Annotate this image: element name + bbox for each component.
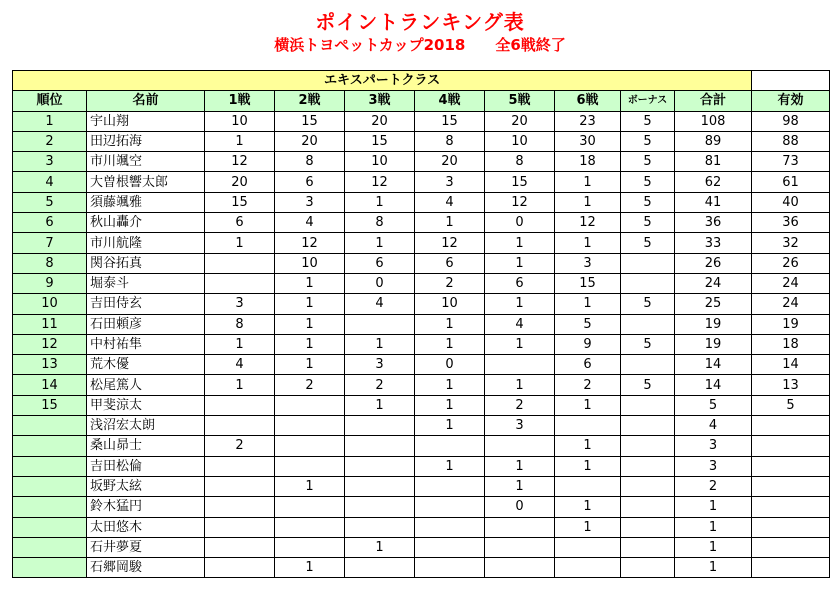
score-cell: 1 [205, 334, 275, 354]
table-row [13, 476, 830, 496]
score-cell: 19 [675, 334, 752, 354]
score-cell: 30 [555, 131, 621, 151]
score-cell: 20 [415, 152, 485, 172]
table-row [13, 152, 830, 172]
column-header: 名前 [87, 91, 205, 111]
score-cell: 15 [485, 172, 555, 192]
score-cell [205, 253, 275, 273]
score-cell: 62 [675, 172, 752, 192]
score-cell: 36 [752, 213, 830, 233]
rank-cell: 7 [13, 233, 87, 253]
score-cell: 1 [415, 213, 485, 233]
score-cell: 33 [675, 233, 752, 253]
score-cell: 5 [555, 314, 621, 334]
score-cell: 12 [415, 233, 485, 253]
score-cell: 32 [752, 233, 830, 253]
score-cell: 1 [205, 375, 275, 395]
score-cell [205, 517, 275, 537]
score-cell: 1 [675, 497, 752, 517]
name-cell: 石田頼彦 [87, 314, 205, 334]
score-cell: 6 [345, 253, 415, 273]
score-cell: 3 [345, 355, 415, 375]
score-cell: 9 [555, 334, 621, 354]
score-cell [485, 355, 555, 375]
table-row [13, 558, 830, 578]
score-cell [205, 558, 275, 578]
score-cell: 15 [345, 131, 415, 151]
score-cell [415, 517, 485, 537]
score-cell: 5 [621, 192, 675, 212]
table-row [13, 253, 830, 273]
score-cell: 5 [621, 172, 675, 192]
score-cell [621, 497, 675, 517]
score-cell [205, 395, 275, 415]
score-cell [415, 558, 485, 578]
table-row [13, 537, 830, 557]
score-cell: 12 [555, 213, 621, 233]
table-row [13, 314, 830, 334]
score-cell: 24 [675, 273, 752, 293]
score-cell: 1 [555, 436, 621, 456]
score-cell: 5 [621, 294, 675, 314]
table-row [13, 192, 830, 212]
score-cell: 3 [415, 172, 485, 192]
score-cell: 18 [752, 334, 830, 354]
score-cell: 1 [415, 314, 485, 334]
score-cell [345, 476, 415, 496]
column-header: 4戦 [415, 91, 485, 111]
score-cell: 1 [205, 131, 275, 151]
score-cell: 1 [485, 476, 555, 496]
score-cell: 6 [485, 273, 555, 293]
table-row [13, 213, 830, 233]
score-cell [415, 476, 485, 496]
score-cell: 4 [345, 294, 415, 314]
table-row [13, 375, 830, 395]
score-cell: 8 [345, 213, 415, 233]
rank-cell: 15 [13, 395, 87, 415]
score-cell: 12 [205, 152, 275, 172]
score-cell: 5 [621, 131, 675, 151]
score-cell: 3 [275, 192, 345, 212]
score-cell: 15 [275, 111, 345, 131]
header-row [13, 91, 830, 111]
score-cell: 1 [485, 334, 555, 354]
rank-cell: 4 [13, 172, 87, 192]
score-cell: 8 [205, 314, 275, 334]
score-cell [345, 416, 415, 436]
score-cell: 1 [275, 355, 345, 375]
rank-cell: 3 [13, 152, 87, 172]
table-row [13, 395, 830, 415]
score-cell: 14 [675, 375, 752, 395]
score-cell [345, 456, 415, 476]
score-cell: 5 [621, 334, 675, 354]
score-cell [275, 517, 345, 537]
score-cell: 0 [345, 273, 415, 293]
score-cell: 1 [415, 416, 485, 436]
score-cell: 26 [752, 253, 830, 273]
score-cell: 1 [485, 456, 555, 476]
score-cell: 1 [275, 273, 345, 293]
score-cell [555, 558, 621, 578]
rank-cell: 1 [13, 111, 87, 131]
table-row [13, 111, 830, 131]
score-cell: 2 [555, 375, 621, 395]
score-cell: 23 [555, 111, 621, 131]
rank-cell: 13 [13, 355, 87, 375]
table-row [13, 497, 830, 517]
rank-cell [13, 558, 87, 578]
ranking-table [12, 70, 830, 578]
score-cell: 2 [275, 375, 345, 395]
score-cell [205, 537, 275, 557]
score-cell: 10 [485, 131, 555, 151]
score-cell [275, 416, 345, 436]
score-cell: 2 [345, 375, 415, 395]
column-header: 5戦 [485, 91, 555, 111]
score-cell [275, 456, 345, 476]
score-cell [621, 476, 675, 496]
score-cell: 1 [555, 233, 621, 253]
name-cell: 秋山轟介 [87, 213, 205, 233]
score-cell [621, 558, 675, 578]
page-title: ポイントランキング表 [315, 10, 525, 34]
rank-cell [13, 436, 87, 456]
score-cell: 8 [485, 152, 555, 172]
score-cell [621, 314, 675, 334]
score-cell [752, 558, 830, 578]
blank-cell [752, 71, 830, 91]
score-cell [345, 558, 415, 578]
score-cell: 88 [752, 131, 830, 151]
score-cell: 40 [752, 192, 830, 212]
score-cell: 5 [752, 395, 830, 415]
rank-cell: 8 [13, 253, 87, 273]
score-cell [621, 273, 675, 293]
score-cell [205, 497, 275, 517]
score-cell: 1 [555, 172, 621, 192]
score-cell: 24 [752, 294, 830, 314]
score-cell: 5 [675, 395, 752, 415]
score-cell: 1 [485, 375, 555, 395]
score-cell: 8 [275, 152, 345, 172]
score-cell: 1 [485, 253, 555, 273]
score-cell: 12 [275, 233, 345, 253]
score-cell: 3 [675, 436, 752, 456]
score-cell: 1 [415, 395, 485, 415]
rank-cell: 11 [13, 314, 87, 334]
name-cell: 大曽根響太郎 [87, 172, 205, 192]
score-cell [205, 416, 275, 436]
score-cell: 1 [345, 395, 415, 415]
score-cell [621, 456, 675, 476]
name-cell: 坂野太絃 [87, 476, 205, 496]
score-cell: 1 [555, 517, 621, 537]
score-cell: 1 [345, 192, 415, 212]
score-cell [752, 416, 830, 436]
column-header: ボーナス [621, 91, 675, 111]
score-cell: 1 [275, 334, 345, 354]
name-cell: 市川航隆 [87, 233, 205, 253]
score-cell: 14 [675, 355, 752, 375]
score-cell: 4 [675, 416, 752, 436]
rank-cell [13, 416, 87, 436]
table-row [13, 131, 830, 151]
rank-cell: 9 [13, 273, 87, 293]
score-cell: 19 [675, 314, 752, 334]
score-cell: 1 [275, 476, 345, 496]
score-cell [415, 537, 485, 557]
score-cell: 1 [555, 456, 621, 476]
score-cell: 13 [752, 375, 830, 395]
score-cell: 5 [621, 233, 675, 253]
name-cell: 中村祐隼 [87, 334, 205, 354]
score-cell [345, 517, 415, 537]
table-row [13, 273, 830, 293]
score-cell: 3 [555, 253, 621, 273]
name-cell: 太田悠木 [87, 517, 205, 537]
table-row [13, 172, 830, 192]
score-cell: 1 [675, 558, 752, 578]
score-cell [485, 537, 555, 557]
score-cell: 73 [752, 152, 830, 172]
score-cell: 36 [675, 213, 752, 233]
score-cell: 12 [345, 172, 415, 192]
score-cell: 41 [675, 192, 752, 212]
score-cell [275, 395, 345, 415]
score-cell: 1 [555, 192, 621, 212]
rank-cell [13, 456, 87, 476]
score-cell: 108 [675, 111, 752, 131]
score-cell: 20 [345, 111, 415, 131]
name-cell: 吉田松倫 [87, 456, 205, 476]
table-row [13, 517, 830, 537]
score-cell [205, 456, 275, 476]
score-cell [275, 537, 345, 557]
table-row [13, 416, 830, 436]
score-cell [415, 436, 485, 456]
column-header: 2戦 [275, 91, 345, 111]
score-cell: 1 [345, 334, 415, 354]
score-cell: 5 [621, 213, 675, 233]
table-row [13, 355, 830, 375]
name-cell: 荒木優 [87, 355, 205, 375]
score-cell: 5 [621, 111, 675, 131]
rank-cell: 6 [13, 213, 87, 233]
score-cell [205, 273, 275, 293]
score-cell: 1 [415, 334, 485, 354]
score-cell [555, 537, 621, 557]
rank-cell: 14 [13, 375, 87, 395]
score-cell [485, 558, 555, 578]
score-cell [621, 395, 675, 415]
score-cell: 81 [675, 152, 752, 172]
name-cell: 甲斐涼太 [87, 395, 205, 415]
score-cell [752, 476, 830, 496]
score-cell: 15 [205, 192, 275, 212]
score-cell [345, 497, 415, 517]
name-cell: 松尾篤人 [87, 375, 205, 395]
column-header: 有効 [752, 91, 830, 111]
score-cell [752, 517, 830, 537]
score-cell [621, 537, 675, 557]
name-cell: 桑山昴士 [87, 436, 205, 456]
score-cell [275, 436, 345, 456]
table-row [13, 294, 830, 314]
name-cell: 田辺拓海 [87, 131, 205, 151]
score-cell: 4 [415, 192, 485, 212]
score-cell: 6 [555, 355, 621, 375]
score-cell [555, 476, 621, 496]
score-cell [275, 497, 345, 517]
score-cell: 15 [415, 111, 485, 131]
rank-cell [13, 537, 87, 557]
score-cell [555, 416, 621, 436]
score-cell [752, 537, 830, 557]
score-cell: 2 [675, 476, 752, 496]
class-row [13, 71, 830, 91]
score-cell: 1 [675, 537, 752, 557]
score-cell [621, 436, 675, 456]
score-cell: 5 [621, 152, 675, 172]
score-cell: 2 [485, 395, 555, 415]
name-cell: 石郷岡駿 [87, 558, 205, 578]
name-cell: 市川颯空 [87, 152, 205, 172]
score-cell: 1 [275, 314, 345, 334]
score-cell [621, 517, 675, 537]
rank-cell: 5 [13, 192, 87, 212]
score-cell: 4 [275, 213, 345, 233]
score-cell [415, 497, 485, 517]
name-cell: 石井夢夏 [87, 537, 205, 557]
score-cell: 1 [415, 456, 485, 476]
score-cell: 6 [275, 172, 345, 192]
score-cell: 18 [555, 152, 621, 172]
score-cell [485, 436, 555, 456]
score-cell: 8 [415, 131, 485, 151]
score-cell: 10 [345, 152, 415, 172]
score-cell: 1 [485, 233, 555, 253]
score-cell: 10 [275, 253, 345, 273]
score-cell [621, 355, 675, 375]
rank-cell: 2 [13, 131, 87, 151]
name-cell: 宇山翔 [87, 111, 205, 131]
score-cell: 1 [675, 517, 752, 537]
score-cell: 4 [205, 355, 275, 375]
score-cell [485, 517, 555, 537]
score-cell: 6 [205, 213, 275, 233]
score-cell: 1 [345, 537, 415, 557]
score-cell: 0 [485, 497, 555, 517]
score-cell: 1 [485, 294, 555, 314]
score-cell [345, 314, 415, 334]
score-cell: 1 [345, 233, 415, 253]
name-cell: 須藤颯雅 [87, 192, 205, 212]
rank-cell [13, 517, 87, 537]
score-cell: 3 [205, 294, 275, 314]
class-name: エキスパートクラス [13, 71, 752, 91]
score-cell [205, 476, 275, 496]
score-cell: 2 [205, 436, 275, 456]
score-cell: 1 [415, 375, 485, 395]
score-cell: 5 [621, 375, 675, 395]
score-cell: 20 [205, 172, 275, 192]
score-cell: 98 [752, 111, 830, 131]
name-cell: 鈴木猛円 [87, 497, 205, 517]
score-cell: 10 [415, 294, 485, 314]
score-cell: 24 [752, 273, 830, 293]
score-cell [752, 456, 830, 476]
score-cell: 3 [675, 456, 752, 476]
score-cell: 14 [752, 355, 830, 375]
name-cell: 吉田侍玄 [87, 294, 205, 314]
rank-cell [13, 476, 87, 496]
column-header: 3戦 [345, 91, 415, 111]
score-cell [621, 253, 675, 273]
score-cell: 20 [275, 131, 345, 151]
table-row [13, 436, 830, 456]
score-cell: 89 [675, 131, 752, 151]
column-header: 6戦 [555, 91, 621, 111]
score-cell: 19 [752, 314, 830, 334]
score-cell: 20 [485, 111, 555, 131]
rank-cell: 12 [13, 334, 87, 354]
score-cell [752, 497, 830, 517]
score-cell: 6 [415, 253, 485, 273]
rank-cell: 10 [13, 294, 87, 314]
page-subtitle: 横浜トヨペットカップ2018 全6戦終了 [274, 36, 566, 54]
column-header: 1戦 [205, 91, 275, 111]
score-cell: 26 [675, 253, 752, 273]
score-cell: 4 [485, 314, 555, 334]
score-cell: 1 [205, 233, 275, 253]
rank-cell [13, 497, 87, 517]
score-cell: 1 [275, 558, 345, 578]
name-cell: 堀泰斗 [87, 273, 205, 293]
score-cell: 61 [752, 172, 830, 192]
score-cell: 1 [555, 395, 621, 415]
score-cell: 15 [555, 273, 621, 293]
score-cell: 0 [415, 355, 485, 375]
score-cell [345, 436, 415, 456]
score-cell: 1 [555, 294, 621, 314]
score-cell: 25 [675, 294, 752, 314]
score-cell: 2 [415, 273, 485, 293]
score-cell: 1 [555, 497, 621, 517]
score-cell [752, 436, 830, 456]
score-cell [621, 416, 675, 436]
name-cell: 浅沼宏太朗 [87, 416, 205, 436]
score-cell: 10 [205, 111, 275, 131]
column-header: 合計 [675, 91, 752, 111]
score-cell: 12 [485, 192, 555, 212]
column-header: 順位 [13, 91, 87, 111]
table-row [13, 233, 830, 253]
name-cell: 関谷拓真 [87, 253, 205, 273]
score-cell: 3 [485, 416, 555, 436]
table-row [13, 456, 830, 476]
score-cell: 1 [275, 294, 345, 314]
table-row [13, 334, 830, 354]
score-cell: 0 [485, 213, 555, 233]
